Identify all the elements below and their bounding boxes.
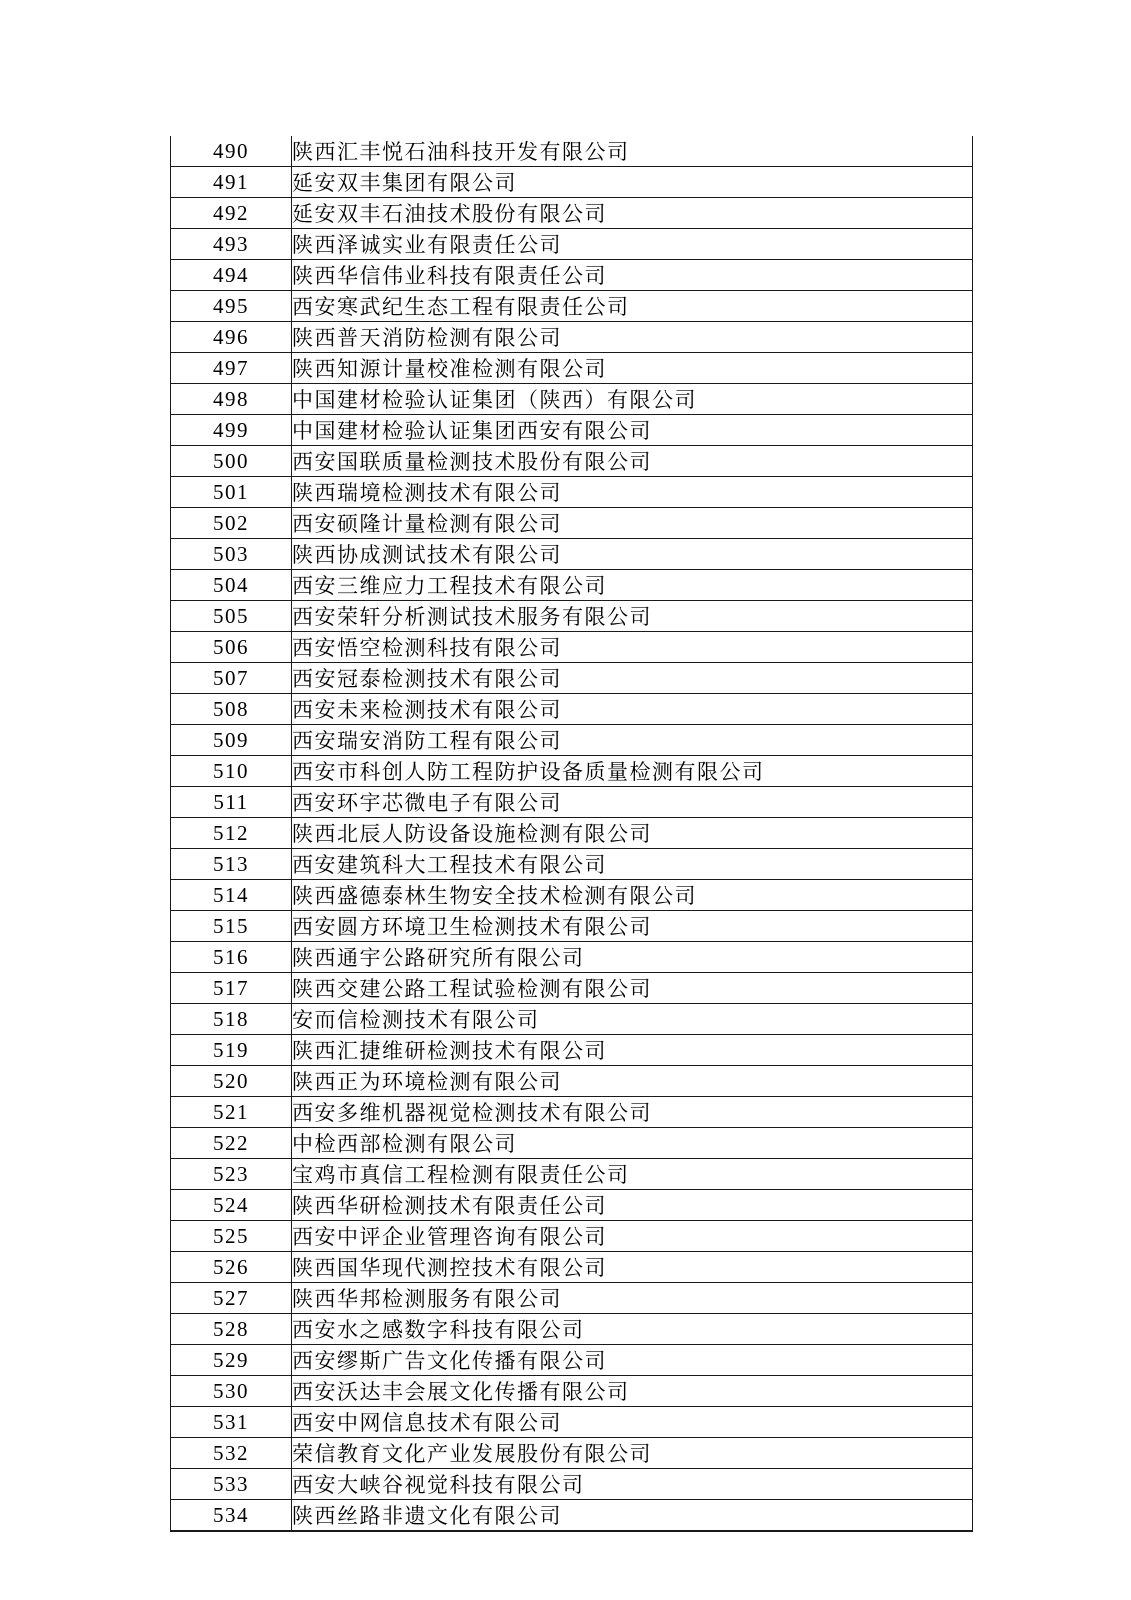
table-row [171,446,973,477]
company-name: 陕西国华现代测控技术有限公司 [292,1252,973,1283]
row-number: 517 [171,973,292,1004]
company-name: 延安双丰石油技术股份有限公司 [292,198,973,229]
row-number: 495 [171,291,292,322]
company-name: 延安双丰集团有限公司 [292,167,973,198]
row-number: 508 [171,694,292,725]
company-name: 陕西华信伟业科技有限责任公司 [292,260,973,291]
company-name: 西安悟空检测科技有限公司 [292,632,973,663]
row-number: 518 [171,1004,292,1035]
table-row [171,167,973,198]
table-row [171,136,973,167]
row-number: 516 [171,942,292,973]
row-number: 502 [171,508,292,539]
table-row [171,973,973,1004]
row-number: 499 [171,415,292,446]
table-row [171,787,973,818]
company-name: 中国建材检验认证集团（陕西）有限公司 [292,384,973,415]
table-row [171,1376,973,1407]
row-number: 520 [171,1066,292,1097]
company-name: 陕西华邦检测服务有限公司 [292,1283,973,1314]
table-row [171,198,973,229]
table-row [171,694,973,725]
row-number: 501 [171,477,292,508]
company-name: 西安寒武纪生态工程有限责任公司 [292,291,973,322]
company-name: 陕西丝路非遗文化有限公司 [292,1500,973,1532]
row-number: 494 [171,260,292,291]
company-name: 西安沃达丰会展文化传播有限公司 [292,1376,973,1407]
company-name: 陕西汇丰悦石油科技开发有限公司 [292,136,973,167]
row-number: 528 [171,1314,292,1345]
table-row [171,1190,973,1221]
company-name: 荣信教育文化产业发展股份有限公司 [292,1438,973,1469]
table-row [171,260,973,291]
company-table [170,136,973,1532]
row-number: 498 [171,384,292,415]
row-number: 511 [171,787,292,818]
company-name: 西安水之感数字科技有限公司 [292,1314,973,1345]
row-number: 533 [171,1469,292,1500]
table-row [171,601,973,632]
company-name: 陕西通宇公路研究所有限公司 [292,942,973,973]
row-number: 521 [171,1097,292,1128]
table-row [171,508,973,539]
row-number: 497 [171,353,292,384]
table-row [171,725,973,756]
row-number: 506 [171,632,292,663]
table-row [171,415,973,446]
row-number: 524 [171,1190,292,1221]
row-number: 491 [171,167,292,198]
row-number: 530 [171,1376,292,1407]
company-name: 西安市科创人防工程防护设备质量检测有限公司 [292,756,973,787]
company-name: 宝鸡市真信工程检测有限责任公司 [292,1159,973,1190]
company-name: 西安多维机器视觉检测技术有限公司 [292,1097,973,1128]
company-name: 陕西北辰人防设备设施检测有限公司 [292,818,973,849]
row-number: 515 [171,911,292,942]
table-row [171,1097,973,1128]
row-number: 493 [171,229,292,260]
table-row [171,1500,973,1532]
table-row [171,1283,973,1314]
company-name: 陕西正为环境检测有限公司 [292,1066,973,1097]
row-number: 532 [171,1438,292,1469]
company-name: 安而信检测技术有限公司 [292,1004,973,1035]
company-name: 陕西瑞境检测技术有限公司 [292,477,973,508]
company-name: 西安瑞安消防工程有限公司 [292,725,973,756]
company-name: 西安环宇芯微电子有限公司 [292,787,973,818]
row-number: 510 [171,756,292,787]
row-number: 512 [171,818,292,849]
company-name: 西安荣轩分析测试技术服务有限公司 [292,601,973,632]
table-row [171,1345,973,1376]
table-row [171,880,973,911]
company-name: 陕西交建公路工程试验检测有限公司 [292,973,973,1004]
row-number: 534 [171,1500,292,1532]
table-row [171,477,973,508]
row-number: 514 [171,880,292,911]
row-number: 527 [171,1283,292,1314]
table-row [171,1159,973,1190]
row-number: 522 [171,1128,292,1159]
table-row [171,1221,973,1252]
row-number: 505 [171,601,292,632]
table-row [171,849,973,880]
table-row [171,322,973,353]
row-number: 490 [171,136,292,167]
row-number: 523 [171,1159,292,1190]
table-row [171,291,973,322]
company-name: 西安冠泰检测技术有限公司 [292,663,973,694]
row-number: 519 [171,1035,292,1066]
company-name: 西安建筑科大工程技术有限公司 [292,849,973,880]
table-row [171,942,973,973]
company-name: 陕西协成测试技术有限公司 [292,539,973,570]
table-row [171,1066,973,1097]
company-name: 西安硕隆计量检测有限公司 [292,508,973,539]
table-row [171,911,973,942]
company-name: 陕西普天消防检测有限公司 [292,322,973,353]
table-row [171,756,973,787]
row-number: 504 [171,570,292,601]
table-row [171,353,973,384]
row-number: 509 [171,725,292,756]
company-name: 西安缪斯广告文化传播有限公司 [292,1345,973,1376]
company-name: 西安三维应力工程技术有限公司 [292,570,973,601]
company-name: 西安中评企业管理咨询有限公司 [292,1221,973,1252]
company-name: 中国建材检验认证集团西安有限公司 [292,415,973,446]
company-name: 陕西华研检测技术有限责任公司 [292,1190,973,1221]
table-row [171,1128,973,1159]
row-number: 503 [171,539,292,570]
company-name: 西安未来检测技术有限公司 [292,694,973,725]
company-name: 西安国联质量检测技术股份有限公司 [292,446,973,477]
row-number: 513 [171,849,292,880]
company-name: 西安圆方环境卫生检测技术有限公司 [292,911,973,942]
row-number: 496 [171,322,292,353]
company-name: 陕西泽诚实业有限责任公司 [292,229,973,260]
row-number: 529 [171,1345,292,1376]
company-name: 陕西知源计量校准检测有限公司 [292,353,973,384]
table-row [171,663,973,694]
table-row [171,1438,973,1469]
table-row [171,539,973,570]
row-number: 526 [171,1252,292,1283]
company-name: 陕西盛德泰林生物安全技术检测有限公司 [292,880,973,911]
table-row [171,632,973,663]
table-row [171,1469,973,1500]
company-name: 西安大峡谷视觉科技有限公司 [292,1469,973,1500]
table-row [171,1004,973,1035]
table-row [171,1314,973,1345]
row-number: 507 [171,663,292,694]
table-row [171,1407,973,1438]
table-row [171,229,973,260]
company-table-body [171,136,973,1531]
table-row [171,818,973,849]
row-number: 500 [171,446,292,477]
table-row [171,1252,973,1283]
table-row [171,1035,973,1066]
row-number: 525 [171,1221,292,1252]
company-name: 中检西部检测有限公司 [292,1128,973,1159]
row-number: 531 [171,1407,292,1438]
table-row [171,384,973,415]
company-name: 西安中网信息技术有限公司 [292,1407,973,1438]
row-number: 492 [171,198,292,229]
company-name: 陕西汇捷维研检测技术有限公司 [292,1035,973,1066]
table-row [171,570,973,601]
